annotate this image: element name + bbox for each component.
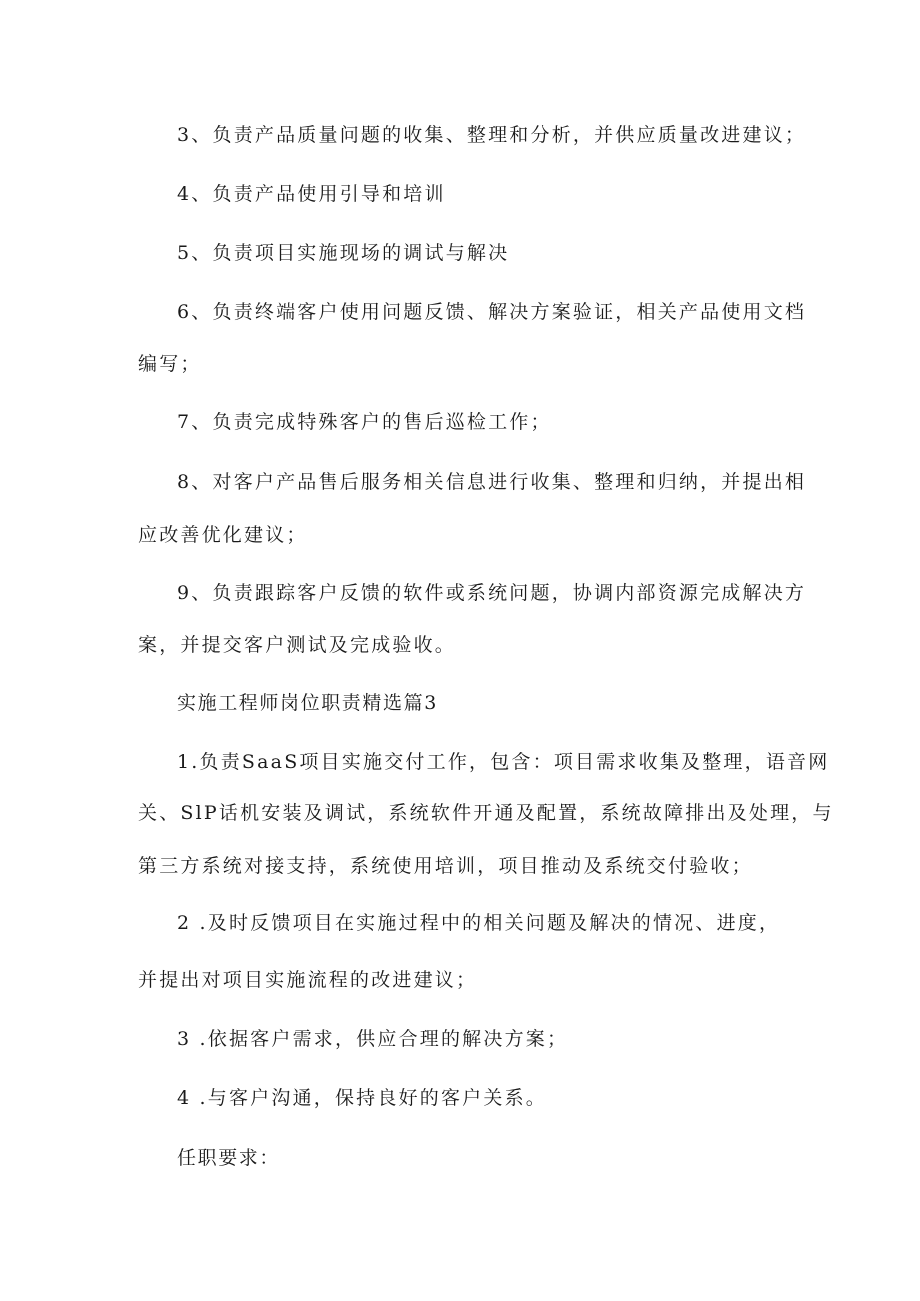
- item-5-line-1: 5、负责项目实施现场的调试与解决: [177, 242, 510, 264]
- item-8-line-2: 应改善优化建议；: [138, 524, 308, 546]
- duty-1-line-1: 1.负责SaaS项目实施交付工作，包含：项目需求收集及整理，语音网: [177, 751, 830, 773]
- duty-1-line-2: 关、SlP话机安装及调试，系统软件开通及配置，系统故障排出及处理，与: [138, 802, 834, 824]
- duty-2-line-1: 2 .及时反馈项目在实施过程中的相关问题及解决的情况、进度，: [177, 912, 781, 934]
- duty-2-line-2: 并提出对项目实施流程的改进建议；: [138, 969, 478, 991]
- item-8-line-1: 8、对客户产品售后服务相关信息进行收集、整理和归纳，并提出相: [177, 471, 807, 493]
- item-6-line-2: 编写；: [138, 353, 202, 375]
- requirements-heading: 任职要求：: [177, 1147, 281, 1169]
- section-heading: 实施工程师岗位职责精选篇3: [177, 692, 438, 714]
- item-9-line-1: 9、负责跟踪客户反馈的软件或系统问题，协调内部资源完成解决方: [177, 582, 807, 604]
- item-4-line-1: 4、负责产品使用引导和培训: [177, 183, 446, 205]
- item-7-line-1: 7、负责完成特殊客户的售后巡检工作；: [177, 411, 552, 433]
- duty-3-line-1: 3 .依据客户需求，供应合理的解决方案；: [177, 1028, 569, 1050]
- duty-4-line-1: 4 .与客户沟通，保持良好的客户关系。: [177, 1087, 547, 1109]
- item-6-line-1: 6、负责终端客户使用问题反馈、解决方案验证，相关产品使用文档: [177, 301, 807, 323]
- duty-1-line-3: 第三方系统对接支持，系统使用培训，项目推动及系统交付验收；: [138, 855, 753, 877]
- item-3-line-1: 3、负责产品质量问题的收集、整理和分析，并供应质量改进建议；: [177, 124, 807, 146]
- item-9-line-2: 案，并提交客户测试及完成验收。: [138, 634, 457, 656]
